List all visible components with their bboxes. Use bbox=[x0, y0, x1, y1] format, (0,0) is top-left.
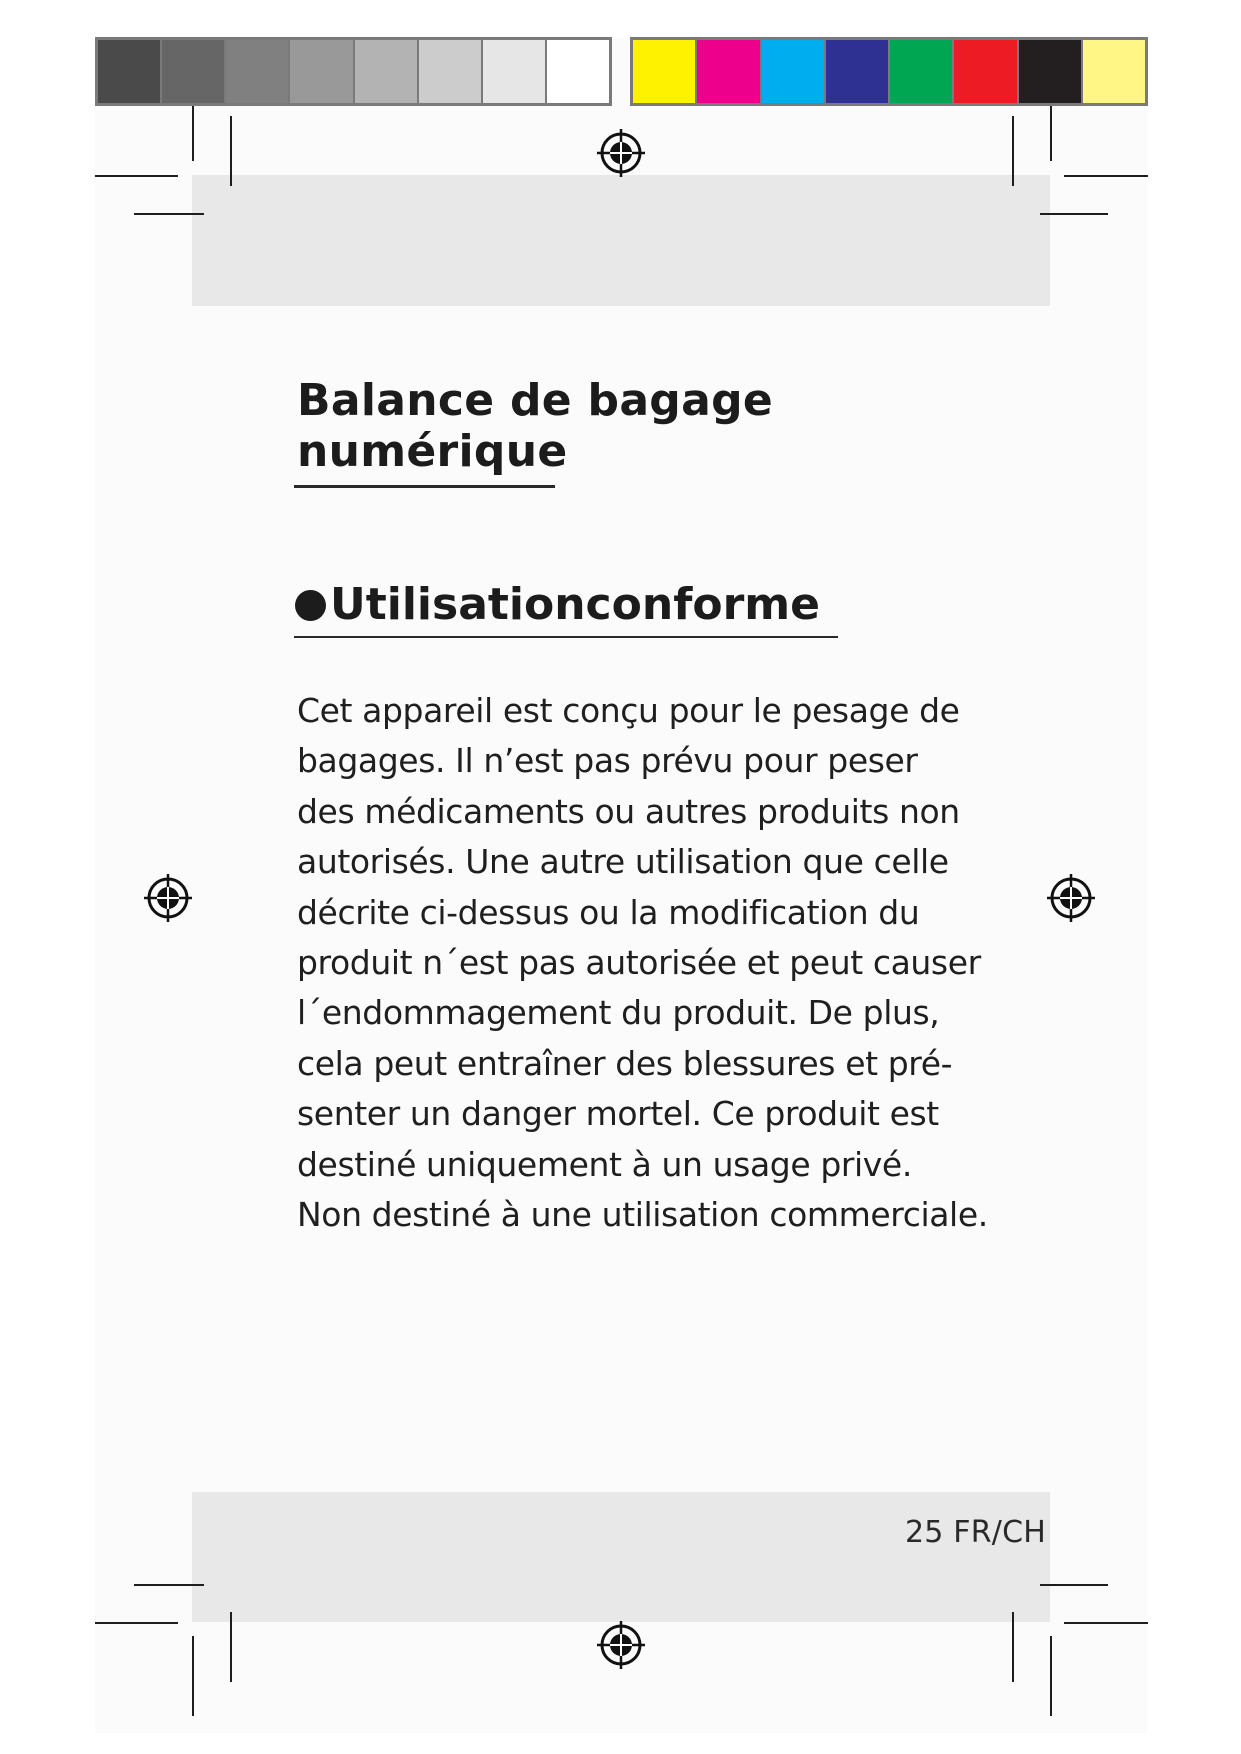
gray-swatch bbox=[353, 40, 417, 103]
crop-mark bbox=[95, 175, 178, 177]
crop-mark bbox=[1050, 1636, 1052, 1716]
crop-mark bbox=[192, 1636, 194, 1716]
crop-mark bbox=[95, 1622, 178, 1624]
gray-swatch bbox=[288, 40, 352, 103]
color-swatch bbox=[824, 40, 888, 103]
registration-mark-icon bbox=[141, 871, 195, 925]
crop-mark bbox=[192, 106, 194, 161]
crop-mark bbox=[1012, 1612, 1014, 1682]
crop-mark bbox=[1050, 106, 1052, 161]
body-paragraph bbox=[297, 686, 997, 1240]
section-underline bbox=[294, 636, 838, 638]
body-line: senter un danger mortel. Ce produit est bbox=[297, 1094, 939, 1134]
color-swatch bbox=[888, 40, 952, 103]
gray-swatch bbox=[481, 40, 545, 103]
color-swatch bbox=[1017, 40, 1081, 103]
page-number: 25 FR/CH bbox=[904, 1515, 1046, 1550]
color-swatch bbox=[760, 40, 824, 103]
body-line: bagages. Il n’est pas prévu pour peser bbox=[297, 741, 918, 781]
footer-band bbox=[192, 1492, 1050, 1622]
bullet-icon bbox=[295, 590, 326, 621]
gray-swatch bbox=[160, 40, 224, 103]
header-band bbox=[192, 175, 1050, 306]
grayscale-calibration-bar bbox=[95, 37, 612, 106]
crop-mark bbox=[1040, 213, 1108, 215]
crop-mark bbox=[1040, 1584, 1108, 1586]
registration-mark-icon bbox=[1044, 871, 1098, 925]
registration-mark-icon bbox=[594, 1618, 648, 1672]
gray-swatch bbox=[545, 40, 609, 103]
crop-mark bbox=[1064, 1622, 1148, 1624]
registration-mark-icon bbox=[594, 126, 648, 180]
crop-mark bbox=[1064, 175, 1148, 177]
body-line: décrite ci-dessus ou la modification du bbox=[297, 892, 920, 932]
title-underline bbox=[294, 485, 555, 488]
section-heading bbox=[295, 577, 820, 633]
color-swatch bbox=[952, 40, 1016, 103]
gray-swatch bbox=[417, 40, 481, 103]
body-line: destiné uniquement à un usage privé. bbox=[297, 1144, 912, 1184]
crop-mark bbox=[1012, 116, 1014, 186]
document-title bbox=[297, 375, 773, 477]
color-swatch bbox=[1081, 40, 1145, 103]
section-heading-text: Utilisationconforme bbox=[330, 579, 820, 630]
crop-mark bbox=[134, 213, 204, 215]
body-line: Non destiné à une utilisation commerciale. bbox=[297, 1195, 988, 1235]
gray-swatch bbox=[224, 40, 288, 103]
title-line: numérique bbox=[297, 426, 568, 477]
gray-swatch bbox=[98, 40, 160, 103]
color-calibration-bar bbox=[630, 37, 1148, 106]
crop-mark bbox=[230, 1612, 232, 1682]
body-line: produit n´est pas autorisée et peut causer bbox=[297, 943, 981, 983]
crop-mark bbox=[134, 1584, 204, 1586]
body-line: Cet appareil est conçu pour le pesage de bbox=[297, 691, 960, 730]
body-line: des médicaments ou autres produits non bbox=[297, 791, 960, 831]
color-swatch bbox=[695, 40, 759, 103]
crop-mark bbox=[230, 116, 232, 186]
body-line: l´endommagement du produit. De plus, bbox=[297, 993, 940, 1033]
body-line: cela peut entraîner des blessures et pré- bbox=[297, 1043, 953, 1083]
title-line: Balance de bagage bbox=[297, 375, 774, 426]
color-swatch bbox=[633, 40, 695, 103]
body-line: autorisés. Une autre utilisation que celle bbox=[297, 842, 949, 882]
